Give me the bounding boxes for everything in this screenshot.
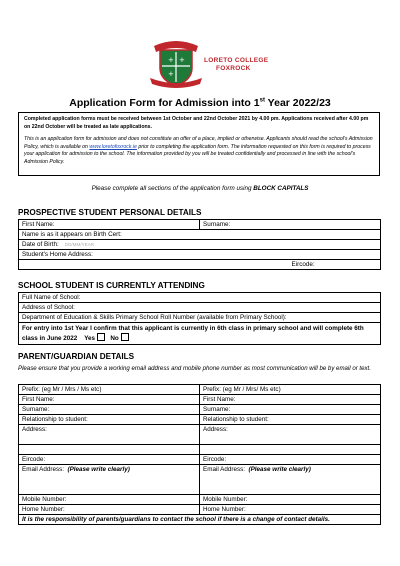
prefix-field-1[interactable]: Prefix: (eg Mr / Mrs / Ms etc): [19, 385, 200, 395]
mobile-field-2[interactable]: Mobile Number:: [200, 495, 381, 505]
home-address-field[interactable]: Student's Home Address:: [19, 250, 381, 260]
contact-change-note: It is the responsibility of parents/guardians to contact the school if there is a change of contact details.: [19, 515, 381, 525]
school-logo: [148, 38, 269, 90]
no-checkbox[interactable]: [121, 333, 129, 341]
address-line-1a[interactable]: [19, 445, 200, 455]
eircode-field[interactable]: Eircode:: [200, 260, 381, 270]
first-name-field[interactable]: First Name:: [19, 220, 200, 230]
surname-field-2[interactable]: Surname:: [200, 405, 381, 415]
eircode-field-1[interactable]: Eircode:: [19, 455, 200, 465]
school-name-field[interactable]: Full Name of School:: [19, 293, 381, 303]
crest-icon: [148, 38, 204, 90]
guardian-details-table: [18, 384, 381, 525]
relationship-field-1[interactable]: Relationship to student:: [19, 415, 200, 425]
prefix-field-2[interactable]: Prefix: (eg Mr / Mrs/ Ms etc): [200, 385, 381, 395]
confirm-class-row: For entry into 1st Year I confirm that this applicant is currently in 6th class in primary school and will complete 6th class in June 2022 Yes No: [19, 323, 381, 345]
eircode-field-2[interactable]: Eircode:: [200, 455, 381, 465]
yes-checkbox[interactable]: [97, 333, 105, 341]
school-address-field[interactable]: Address of School:: [19, 303, 381, 313]
roll-number-field[interactable]: Department of Education & Skills Primary School Roll Number (available from Primary School):: [19, 313, 381, 323]
address-field-1[interactable]: Address:: [19, 425, 200, 445]
birth-cert-name-field[interactable]: Name is as it appears on Birth Cert:: [19, 230, 381, 240]
dob-placeholder: DD/MM/YEAR: [64, 242, 95, 247]
page-title: Application Form for Admission into 1st Year 2022/23: [69, 97, 331, 109]
home-number-field-1[interactable]: Home Number:: [19, 505, 200, 515]
section-heading-school: SCHOOL STUDENT IS CURRENTLY ATTENDING: [18, 281, 205, 290]
svg-text:+: +: [179, 56, 185, 64]
guardian-note: Please ensure that you provide a working email address and mobile phone number as most communication will be by email or text.: [18, 365, 371, 372]
section-heading-guardian: PARENT/GUARDIAN DETAILS: [18, 352, 135, 361]
surname-field-1[interactable]: Surname:: [19, 405, 200, 415]
first-name-field-1[interactable]: First Name:: [19, 395, 200, 405]
home-number-field-2[interactable]: Home Number:: [200, 505, 381, 515]
address-field-2[interactable]: Address:: [200, 425, 381, 445]
student-details-table: [18, 219, 381, 270]
surname-field[interactable]: Surname:: [200, 220, 381, 230]
email-field-2[interactable]: Email Address: (Please write clearly): [200, 465, 381, 495]
logo-line-2: FOXROCK: [216, 65, 251, 72]
logo-line-1: LORETO COLLEGE: [204, 57, 269, 64]
relationship-field-2[interactable]: Relationship to student:: [200, 415, 381, 425]
email-field-1[interactable]: Email Address: (Please write clearly): [19, 465, 200, 495]
address-line-2a[interactable]: [200, 445, 381, 455]
dob-field[interactable]: Date of Birth: DD/MM/YEAR: [19, 240, 381, 250]
complete-instruction: Please complete all sections of the application form using BLOCK CAPITALS: [91, 185, 309, 192]
svg-text:+: +: [168, 70, 174, 78]
section-heading-student: PROSPECTIVE STUDENT PERSONAL DETAILS: [18, 208, 202, 217]
policy-text: This is an application form for admission and does not constitute an offer of a place, implied or otherwise. Applicants should read the school's Admission Policy, which is available on www.loretofoxrock.ie prior to completing the application form. The information requested on this form is required to process your application for admission to the school. The information provided by you will be treated confidentially and processed in line with the school's Admission Policy.: [24, 136, 373, 165]
policy-link[interactable]: www.loretofoxrock.ie: [89, 143, 137, 150]
school-details-table: [18, 292, 381, 345]
deadline-text: Completed application forms must be received between 1st October and 22nd October 2021 by 4.00 pm. Applications received after 4.00 pm on 22nd October will be treated as late applications.: [24, 116, 369, 130]
notice-box: [18, 112, 380, 176]
mobile-field-1[interactable]: Mobile Number:: [19, 495, 200, 505]
svg-text:+: +: [168, 56, 174, 64]
first-name-field-2[interactable]: First Name:: [200, 395, 381, 405]
